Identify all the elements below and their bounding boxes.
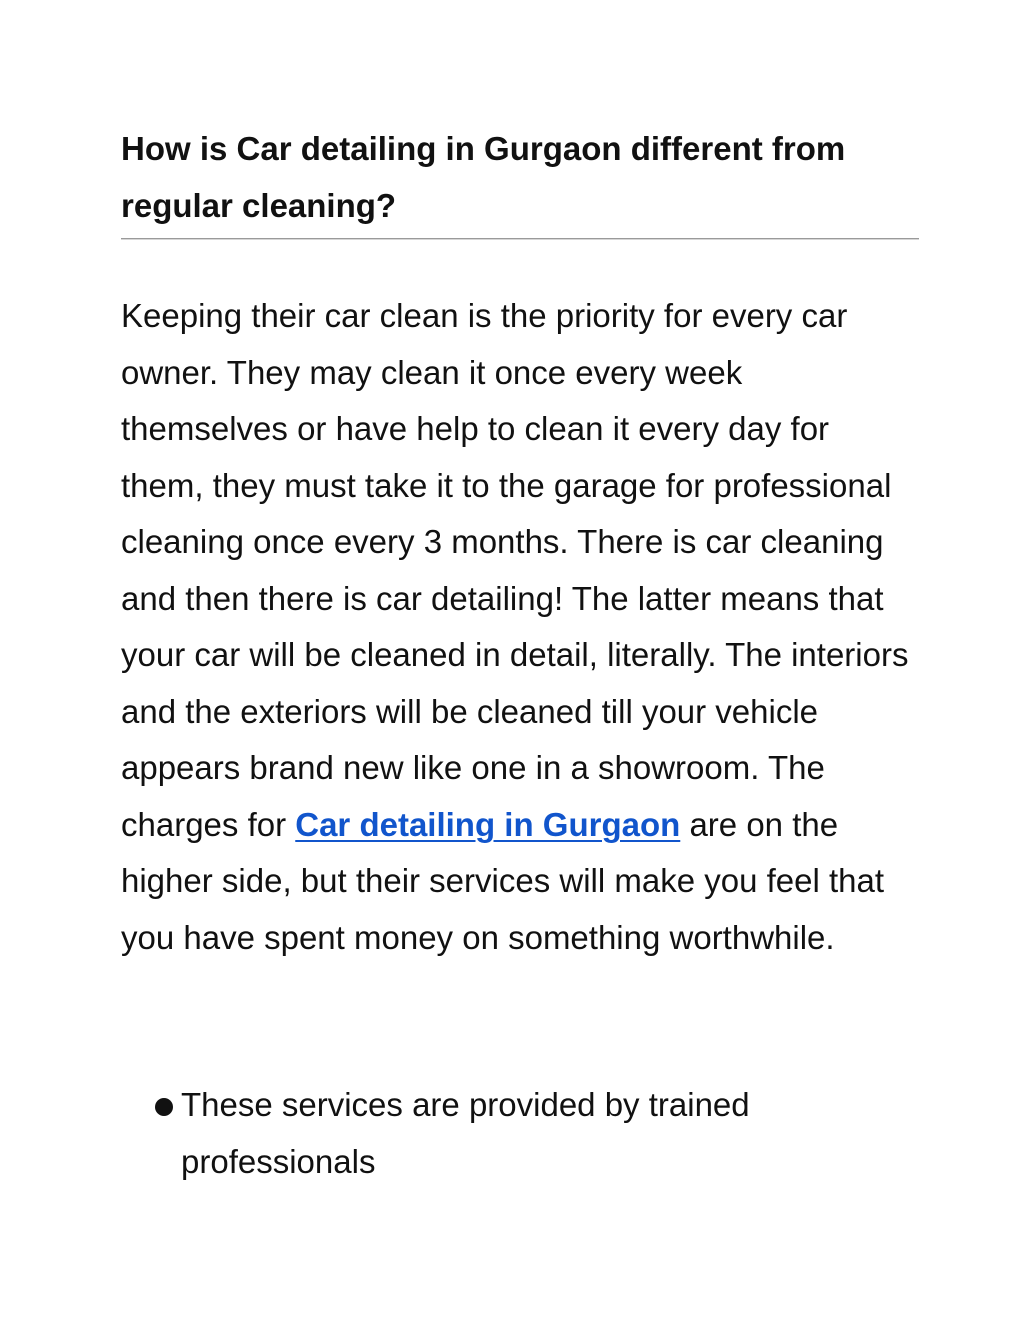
page-title: How is Car detailing in Gurgaon different from regular cleaning? [121, 130, 846, 224]
car-detailing-link[interactable]: Car detailing in Gurgaon [295, 805, 681, 843]
paragraph-text-after-link: are on the higher side, but their services will make you feel that you have spent money on something worthwhile. [121, 805, 885, 956]
title-divider [121, 238, 919, 240]
paragraph-text-before-link: Keeping their car clean is the priority for every car owner. They may clean it once every week themselves or have help to clean it every day for them, they must take it to the garage for professional cleaning once every 3 months. There is car cleaning and then there is car detailing! The latter means that your car will be cleaned in detail, literally. The interiors and the exteriors will be cleaned till your vehicle appears brand new like one in a showroom. The charges for [121, 297, 909, 843]
bullet-dot-icon [155, 1098, 173, 1116]
bullet-list [155, 1077, 855, 1190]
intro-paragraph [121, 288, 911, 966]
bullet-text: These services are provided by trained professionals [181, 1086, 750, 1180]
list-item [155, 1077, 855, 1190]
